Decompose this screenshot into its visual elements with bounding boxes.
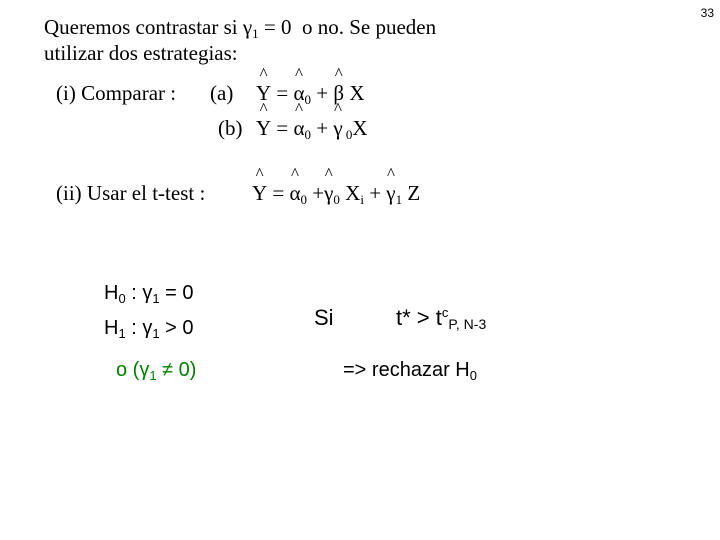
strategy-i-a-label: (a) <box>210 81 234 105</box>
null-hypothesis: $H_0$ : $\gamma_1 = 0$ <box>104 282 194 306</box>
strategy-ii-label: (ii) Usar el t-test : <box>56 181 206 205</box>
intro-line-1: Queremos contrastar si $\gamma_1 = 0$ o no. Se pueden <box>44 15 437 41</box>
equation-t-test: ^ Y = ^ $\alpha_0$ +^ $\gamma_0$ $X_i$ + ^ $\gamma_1$ Z <box>252 180 420 206</box>
two-sided-alternative: o $(\gamma_1 \ne 0)$ <box>116 359 197 383</box>
decision-si: Si <box>314 305 334 330</box>
equation-a: ^ Y = ^ $\alpha_0$ + ^ β X <box>256 80 364 106</box>
alternative-hypothesis: $H_1$ : $\gamma_1 > 0$ <box>104 317 194 341</box>
decision-condition: $t* > t^c_{P, N-3}$ <box>396 305 487 332</box>
page-number: 33 <box>700 6 714 20</box>
strategy-i-b-label: (b) <box>218 116 243 140</box>
intro-line-2: utilizar dos estrategias: <box>44 41 238 65</box>
equation-b: ^ Y = ^ $\alpha_0$ + ^ γ $_0$X <box>256 115 368 141</box>
strategy-i-label: (i) Comparar : <box>56 81 177 105</box>
decision-result: => rechazar $H_0$ <box>343 359 477 383</box>
